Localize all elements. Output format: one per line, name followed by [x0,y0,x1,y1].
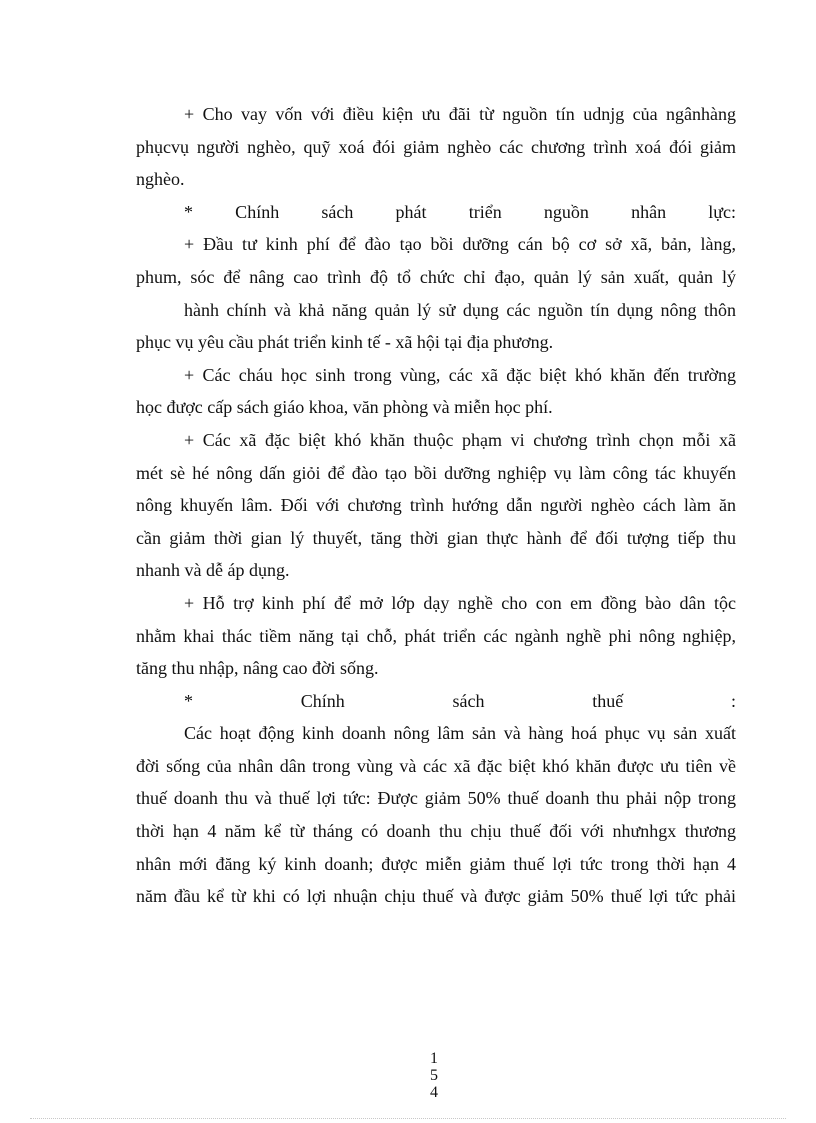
text-line: + Các xã đặc biệt khó khăn thuộc phạm vi chương trình chọn mỗi xã [184,429,736,450]
text-line: năm đầu kể từ khi có lợi nhuận chịu thuế và được giảm 50% thuế lợi tức phải [136,886,736,907]
text-line: nhằm khai thác tiềm năng tại chỗ, phát triển các ngành nghề phi nông nghiệp, [136,625,736,646]
text-line: phụcvụ người nghèo, quỹ xoá đói giảm nghèo các chương trình xoá đói giảm [136,136,736,157]
text-line: Các hoạt động kinh doanh nông lâm sản và hàng hoá phục vụ sản xuất [184,723,736,744]
page-number-digit: 5 [430,1067,438,1084]
text-line: nhanh và dễ áp dụng. [136,560,290,581]
section-heading-tax: * Chính sách thuế : [184,690,736,711]
text-line: tăng thu nhập, nâng cao đời sống. [136,658,379,679]
text-line: + Hỗ trợ kinh phí để mở lớp dạy nghề cho con em đồng bào dân tộc [184,592,736,613]
page-number [400,1050,480,1101]
text-line: nhân mới đăng ký kinh doanh; được miễn giảm thuế lợi tức trong thời hạn 4 [136,853,736,874]
text-line: nông khuyến lâm. Đối với chương trình hướng dẫn người nghèo cách làm ăn [136,495,736,516]
section-heading-human-resources: * Chính sách phát triển nguồn nhân lực: [184,201,736,222]
text-line: + Các cháu học sinh trong vùng, các xã đặc biệt khó khăn đến trường [184,364,736,385]
text-line: đời sống của nhân dân trong vùng và các xã đặc biệt khó khăn được ưu tiên về [136,755,736,776]
text-line: nghèo. [136,169,185,190]
text-line: thuế doanh thu và thuế lợi tức: Được giảm 50% thuế doanh thu phải nộp trong [136,788,736,809]
text-line: phục vụ yêu cầu phát triển kinh tế - xã hội tại địa phương. [136,332,554,353]
text-line: học được cấp sách giáo khoa, văn phòng và miễn học phí. [136,397,553,418]
text-line: cần giảm thời gian lý thuyết, tăng thời gian thực hành để đối tượng tiếp thu [136,527,736,548]
text-line: hành chính và khả năng quản lý sử dụng các nguồn tín dụng nông thôn [184,299,736,320]
footer-divider [30,1118,786,1119]
text-line: phum, sóc để nâng cao trình độ tổ chức chỉ đạo, quản lý sản xuất, quản lý [136,266,736,287]
body-text [136,98,736,913]
text-line: + Đầu tư kinh phí để đào tạo bồi dưỡng cán bộ cơ sở xã, bản, làng, [184,234,736,255]
text-line: mét sè hé nông dấn giỏi để đào tạo bồi dưỡng nghiệp vụ làm công tác khuyến [136,462,736,483]
page-number-digit: 1 [430,1050,438,1067]
text-line: + Cho vay vốn với điều kiện ưu đãi từ nguồn tín udnjg của ngânhàng [184,104,736,124]
page-number-digit: 4 [430,1084,438,1101]
text-line: thời hạn 4 năm kể từ tháng có doanh thu chịu thuế đối với nhưnhgx thương [136,821,736,842]
